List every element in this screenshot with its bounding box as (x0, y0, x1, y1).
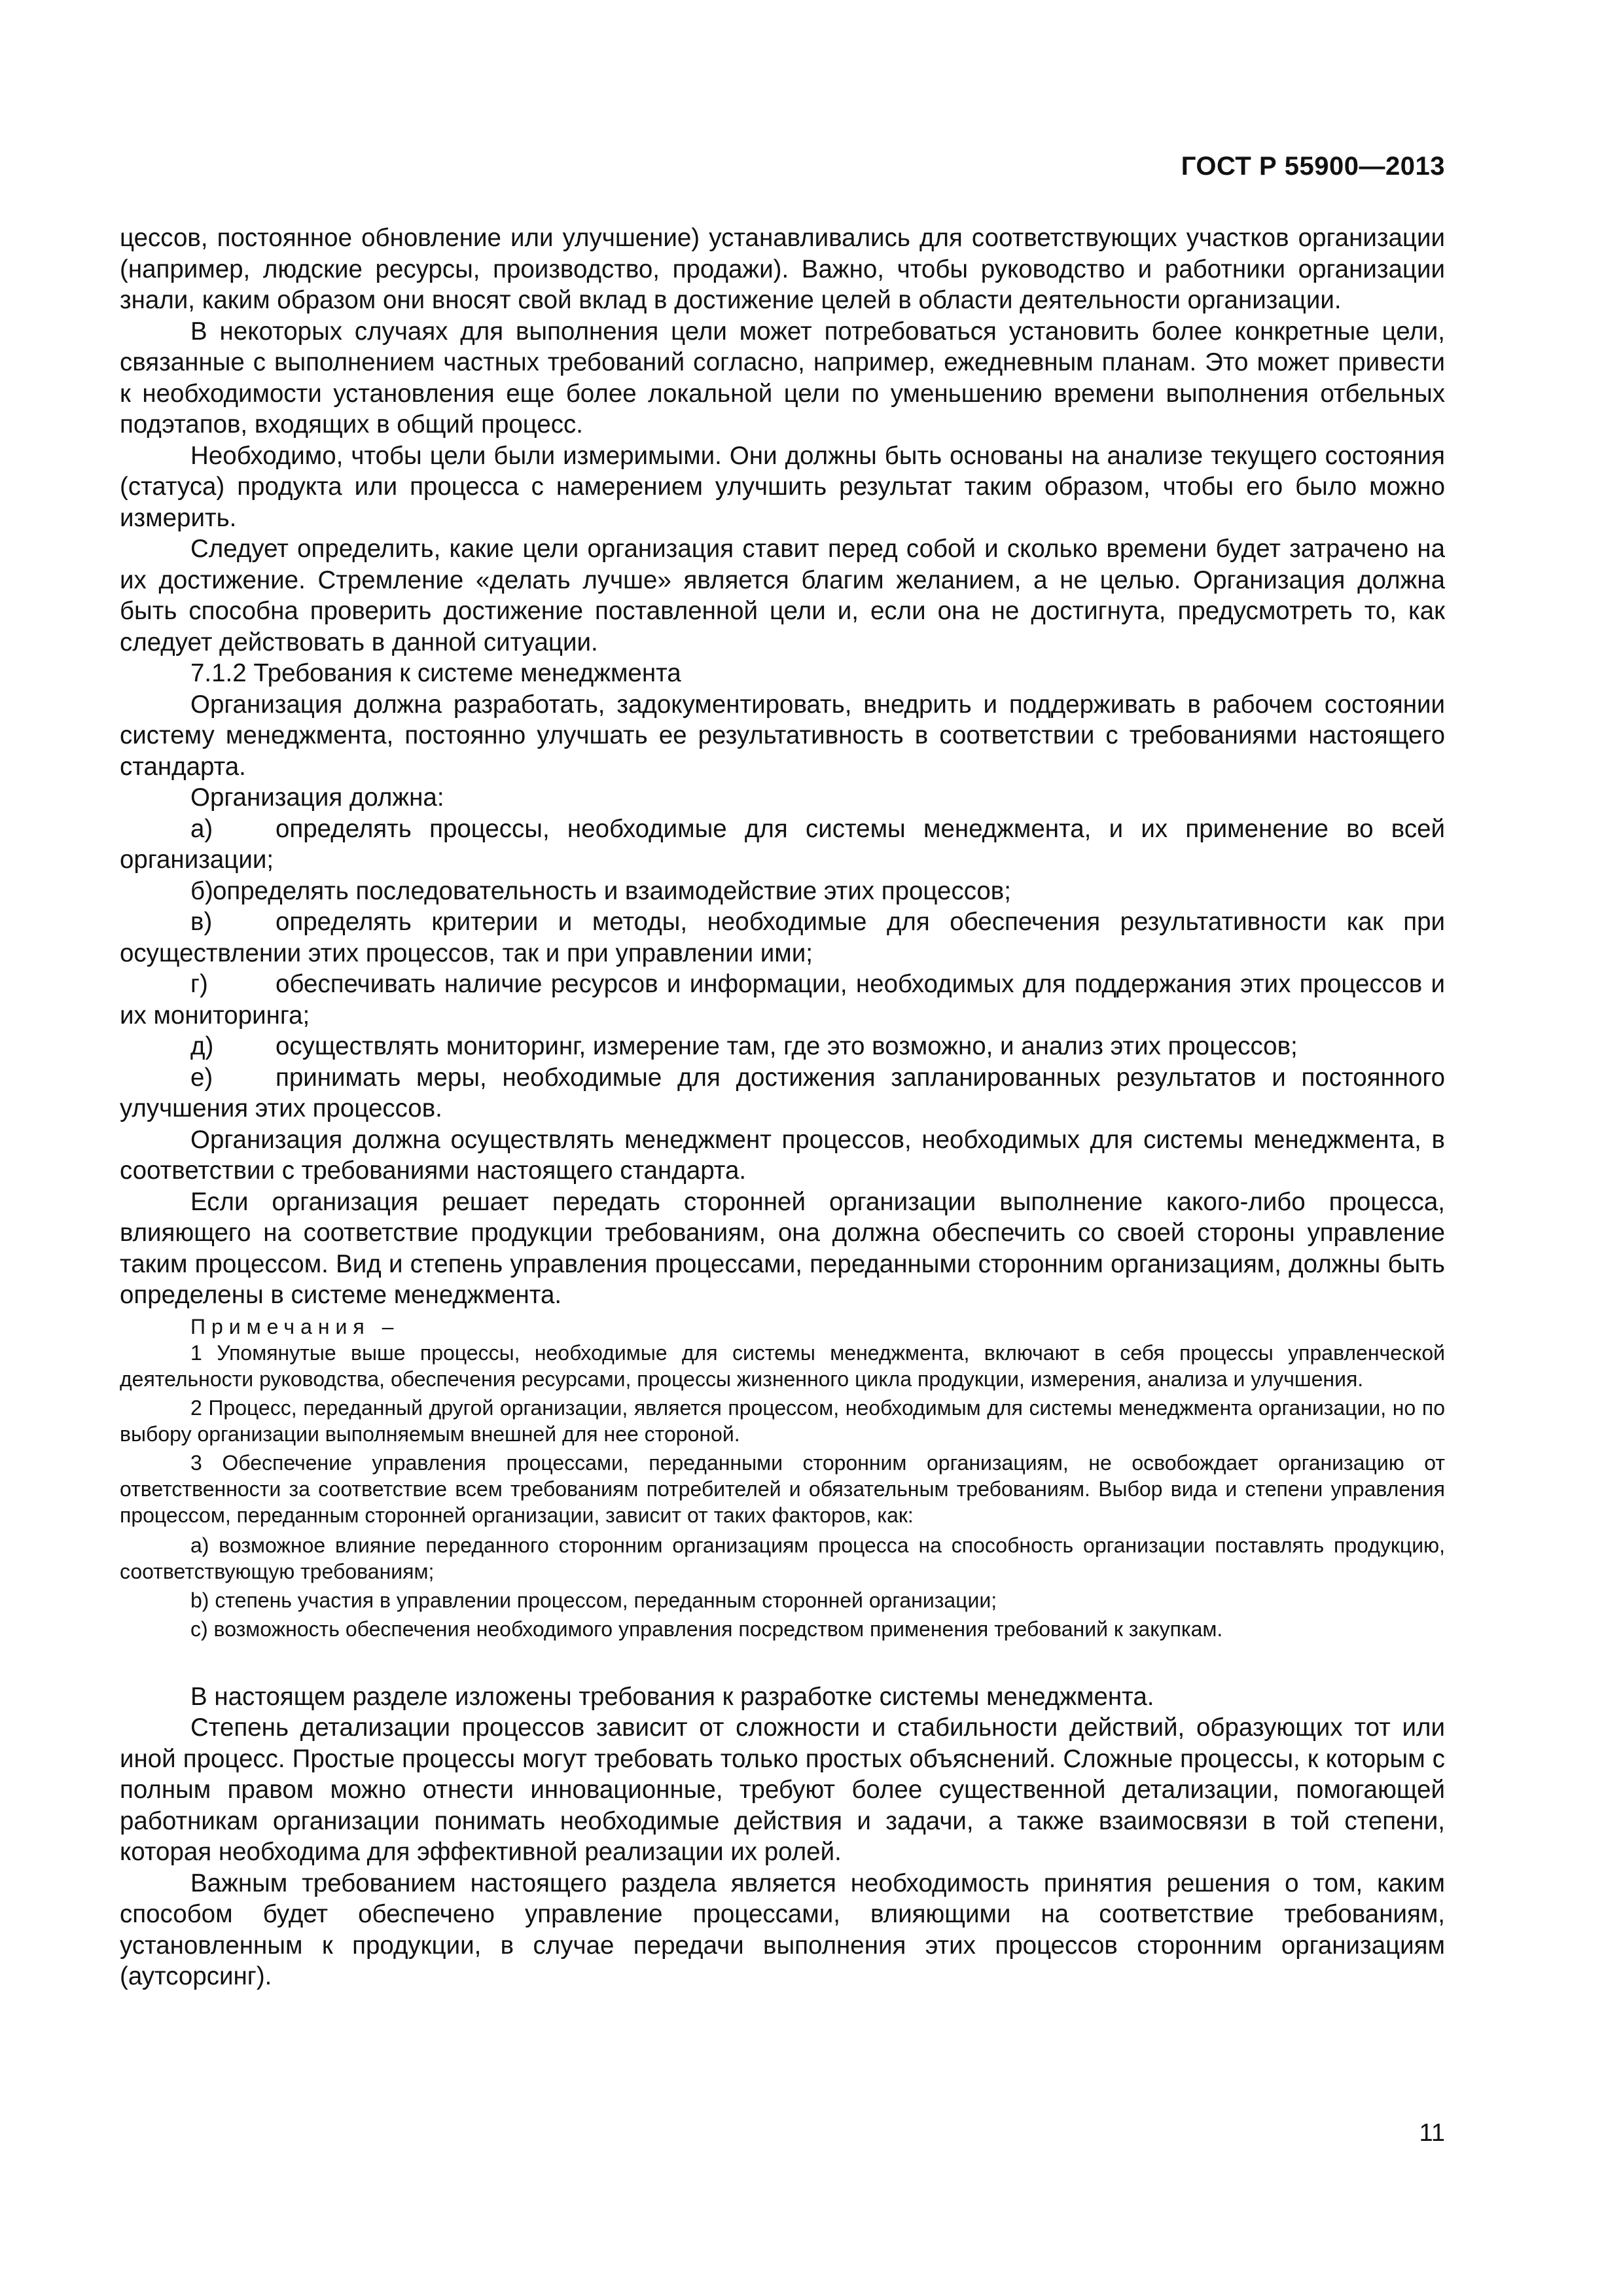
list-item-text: принимать меры, необходимые для достижения запланированных результатов и постоянного улучшения этих процессов. (120, 1063, 1445, 1122)
paragraph-continuation: цессов, постоянное обновление или улучшение) устанавливались для соответствующих участков организации (например, людские ресурсы, производство, продажи). Важно, чтобы руководство и работники организации знали, каким образом они вносят свой вклад в достижение целей в области деятельности организации. (120, 224, 1445, 314)
paragraph-develop-system: Организация должна разработать, задокументировать, внедрить и поддерживать в рабочем состоянии систему менеджмента, постоянно улучшать ее результативность в соответствии с требованиями настоящего стандарта. (120, 690, 1445, 781)
list-marker: в) (190, 908, 213, 936)
paragraph-measurable-goals: Необходимо, чтобы цели были измеримыми. Они должны быть основаны на анализе текущего состояния (статуса) продукта или процесса с намерением улучшить результат таким образом, чтобы его было можно измерить. (120, 441, 1445, 532)
section-heading-7-1-2: 7.1.2 Требования к системе менеджмента (190, 659, 681, 687)
note-3: 3 Обеспечение управления процессами, переданными сторонним организациям, не освобождает организацию от ответственности за соответствие всем требованиям потребителей и обязательным требованиям. Выбор вида и степени управления процессом, переданным сторонней организации, зависит от таких факторов, как: (120, 1450, 1445, 1527)
paragraph-define-goals: Следует определить, какие цели организация ставит перед собой и сколько времени будет затрачено на их достижение. Стремление «делать лучше» является благим желанием, а не целью. Организация должна быть способна проверить достижение поставленной цели и, если она не достигнута, предусмотреть то, как следует действовать в данной ситуации. (120, 535, 1445, 656)
note-1: 1 Упомянутые выше процессы, необходимые для системы менеджмента, включают в себя процессы управленческой деятельности руководства, обеспечения ресурсами, процессы жизненного цикла продукции, измерения, анализа и улучшения. (120, 1340, 1445, 1391)
paragraph-outsourcing: Если организация решает передать сторонней организации выполнение какого-либо процесса, влияющего на соответствие продукции требованиям, она должна обеспечить со своей стороны управление таким процессом. Вид и степень управления процессами, переданными сторонним организациям, должны быть определены в системе менеджмента. (120, 1187, 1445, 1309)
page-number: 11 (1419, 2119, 1445, 2147)
paragraph-outsourcing-requirement: Важным требованием настоящего раздела является необходимость принятия решения о том, каким способом будет обеспечено управление процессами, влияющими на соответствие требованиям, установленным к продукции, в случае передачи выполнения этих процессов сторонним организациям (аутсорсинг). (120, 1869, 1445, 1990)
note-3-item-c: c) возможность обеспечения необходимого управления посредством применения требований к закупкам. (190, 1617, 1223, 1641)
paragraph-detail-level: Степень детализации процессов зависит от сложности и стабильности действий, образующих тот или иной процесс. Простые процессы могут требовать только простых объяснений. Сложные процессы, к которым с полным правом можно отнести инновационные, требуют более существенной детализации, помогающей работникам организации понимать необходимые действия и задачи, а также взаимосвязи в той степени, которая необходима для эффективной реализации их ролей. (120, 1713, 1445, 1866)
list-item (120, 1062, 1445, 1124)
list-item (120, 1031, 1445, 1062)
paragraph-organization-must: Организация должна: (190, 783, 444, 812)
list-marker: б) (190, 876, 213, 905)
list-item (120, 876, 1445, 907)
list-marker: д) (190, 1032, 214, 1060)
notes-block (120, 1314, 1445, 1642)
note-3-item-b: b) степень участия в управлении процессом, переданным сторонней организации; (190, 1588, 997, 1612)
paragraph-section-scope: В настоящем разделе изложены требования к разработке системы менеджмента. (190, 1682, 1154, 1711)
list-marker: е) (190, 1063, 213, 1092)
list-item-text: осуществлять мониторинг, измерение там, где это возможно, и анализ этих процессов; (276, 1032, 1298, 1060)
list-item-text: определять процессы, необходимые для системы менеджмента, и их применение во всей организации; (120, 814, 1445, 874)
list-item (120, 969, 1445, 1031)
notes-title: Примечания – (190, 1314, 400, 1338)
note-2: 2 Процесс, переданный другой организации, является процессом, необходимым для системы менеджмента организации, но по выбору организации выполняемым внешней для нее стороной. (120, 1395, 1445, 1446)
list-item (120, 814, 1445, 876)
list-item-text: определять критерии и методы, необходимые для обеспечения результативности как при осуществлении этих процессов, так и при управлении ими; (120, 908, 1445, 967)
list-item (120, 906, 1445, 969)
paragraph-process-management: Организация должна осуществлять менеджмент процессов, необходимых для системы менеджмента, в соответствии с требованиями настоящего стандарта. (120, 1125, 1445, 1185)
note-3-item-a: a) возможное влияние переданного сторонним организациям процесса на способность организации поставлять продукцию, соответствующую требованиям; (120, 1533, 1445, 1583)
list-item-text: обеспечивать наличие ресурсов и информации, необходимых для поддержания этих процессов и их мониторинга; (120, 970, 1445, 1030)
document-code-header: ГОСТ Р 55900—2013 (1181, 152, 1445, 181)
paragraph-local-goals: В некоторых случаях для выполнения цели может потребоваться установить более конкретные цели, связанные с выполнением частных требований согласно, например, ежедневным планам. Это может привести к необходимости установления еще более локальной цели по уменьшению времени выполнения отбельных подэтапов, входящих в общий процесс. (120, 317, 1445, 439)
list-marker: а) (190, 814, 213, 843)
page-body (120, 223, 1445, 1992)
list-marker: г) (190, 970, 208, 998)
list-item-text: определять последовательность и взаимодействие этих процессов; (213, 876, 1011, 905)
